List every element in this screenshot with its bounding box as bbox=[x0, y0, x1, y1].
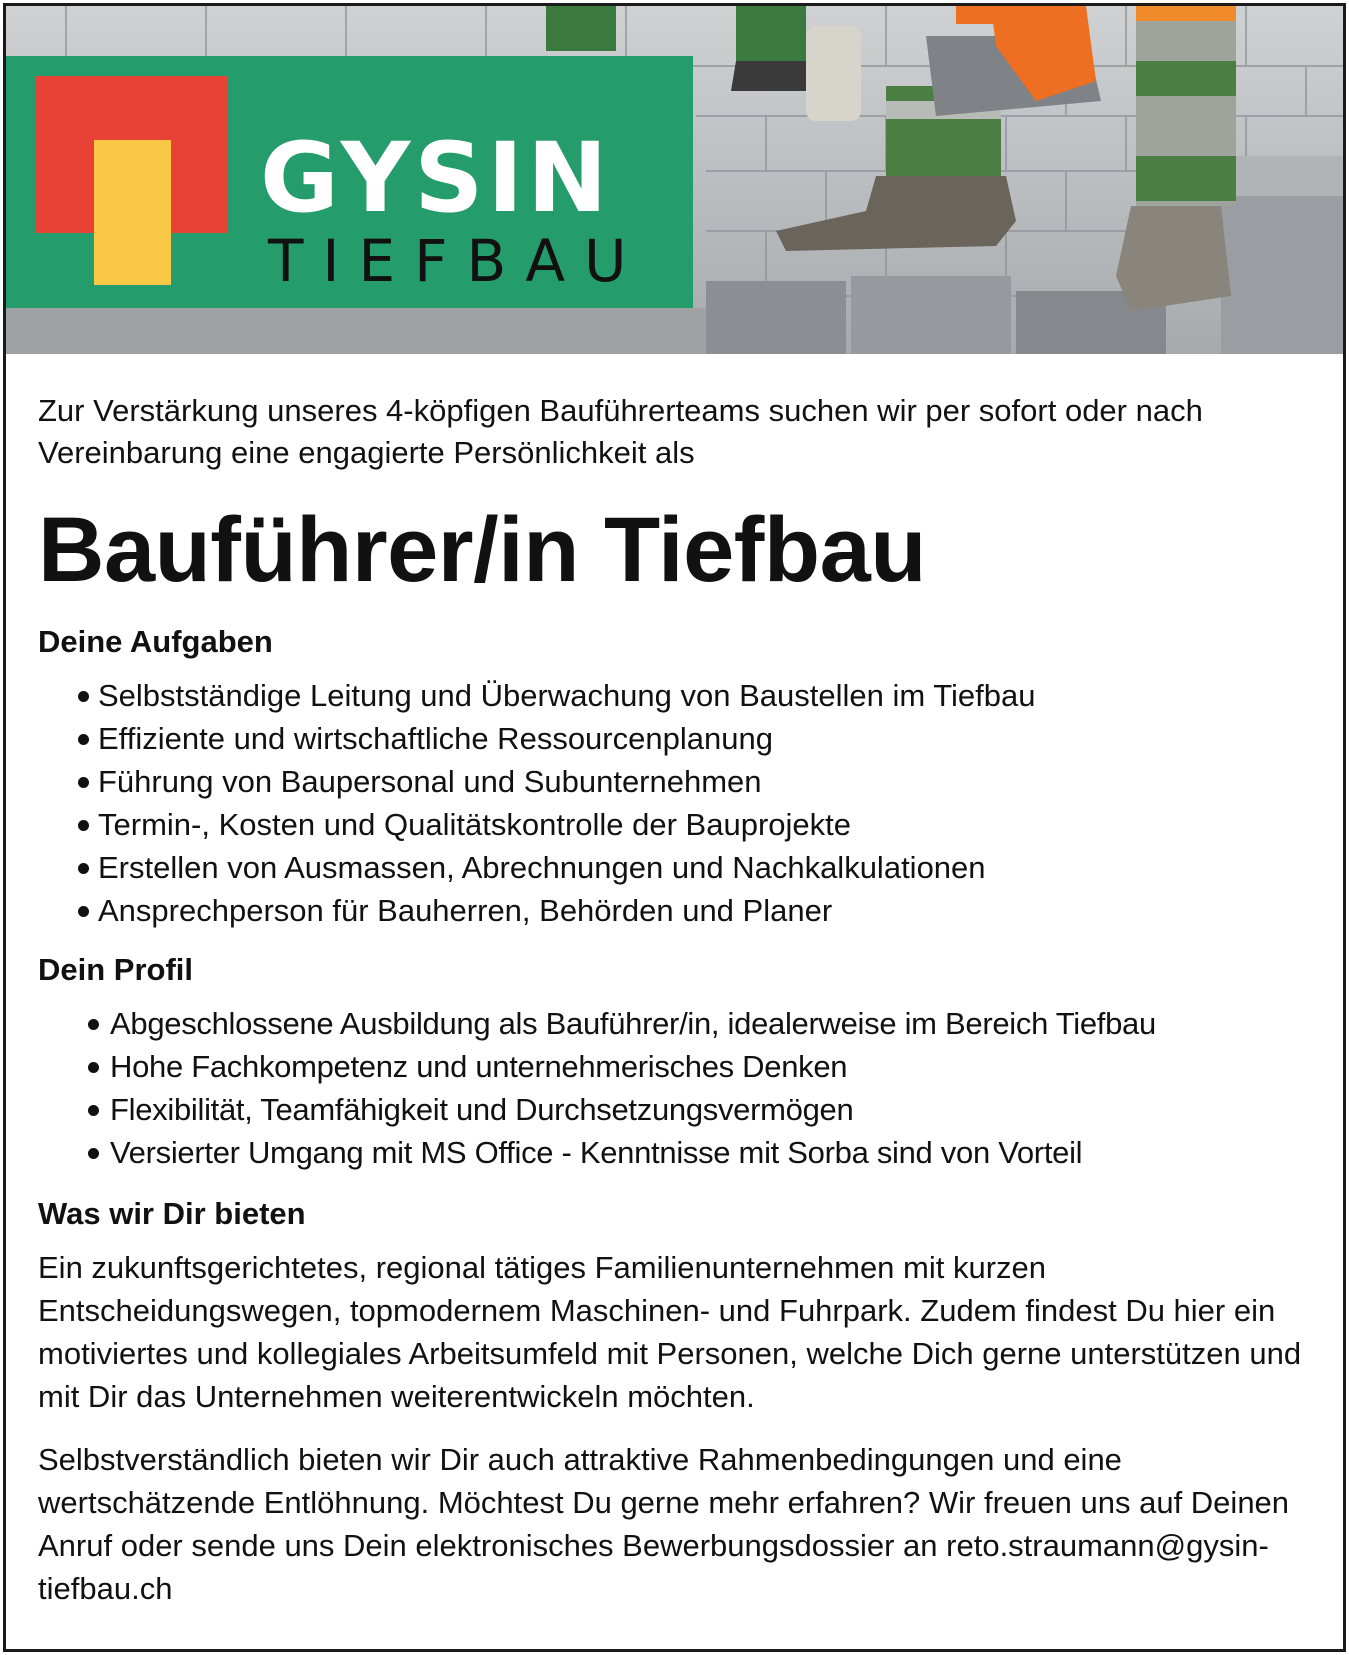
job-ad-frame bbox=[3, 3, 1346, 1652]
tasks-heading: Deine Aufgaben bbox=[38, 624, 273, 659]
profile-list bbox=[38, 1002, 1328, 1174]
list-item: Effiziente und wirtschaftliche Ressourcenplanung bbox=[38, 717, 1328, 760]
intro-text: Zur Verstärkung unseres 4-köpfigen Bauführerteams suchen wir per sofort oder nach Vereinbarung eine engagierte Persönlichkeit als bbox=[38, 393, 1203, 470]
logo-yellow-bar bbox=[94, 140, 171, 285]
contact-email[interactable]: reto.straumann@gysin-tiefbau.ch bbox=[38, 1528, 1269, 1606]
logo-wordmark: GYSIN bbox=[260, 122, 612, 234]
list-item: Termin-, Kosten und Qualitätskontrolle der Bauprojekte bbox=[38, 803, 1328, 846]
ad-content bbox=[38, 390, 1328, 1610]
contact-paragraph bbox=[38, 1438, 1328, 1610]
job-title: Bauführer/in Tiefbau bbox=[38, 499, 926, 601]
list-item: Versierter Umgang mit MS Office - Kenntnisse mit Sorba sind von Vorteil bbox=[38, 1131, 1328, 1174]
list-item: Abgeschlossene Ausbildung als Bauführer/in, idealerweise im Bereich Tiefbau bbox=[38, 1002, 1328, 1045]
offer-paragraph: Ein zukunftsgerichtetes, regional tätiges Familienunternehmen mit kurzen Entscheidungswegen, topmodernem Maschinen- und Fuhrpark. Zudem findest Du hier ein motiviertes und kollegiales Arbeitsumfeld mit Personen, welche Dich gerne unterstützen und mit Dir das Unternehmen weiterentwickeln möchten. bbox=[38, 1250, 1302, 1414]
list-item: Flexibilität, Teamfähigkeit und Durchsetzungsvermögen bbox=[38, 1088, 1328, 1131]
tasks-list bbox=[38, 674, 1328, 932]
logo-division: TIEFBAU bbox=[268, 227, 646, 295]
list-item: Führung von Baupersonal und Subunternehmen bbox=[38, 760, 1328, 803]
company-logo bbox=[6, 56, 693, 308]
contact-text: Selbstverständlich bieten wir Dir auch attraktive Rahmenbedingungen und eine wertschätzende Entlöhnung. Möchtest Du gerne mehr erfahren? Wir freuen uns auf Deinen Anruf oder sende uns Dein elektronisches Bewerbungsdossier an bbox=[38, 1442, 1290, 1563]
header-photo bbox=[6, 6, 1343, 354]
list-item: Selbstständige Leitung und Überwachung von Baustellen im Tiefbau bbox=[38, 674, 1328, 717]
list-item: Ansprechperson für Bauherren, Behörden und Planer bbox=[38, 889, 1328, 932]
list-item: Erstellen von Ausmassen, Abrechnungen und Nachkalkulationen bbox=[38, 846, 1328, 889]
offer-heading: Was wir Dir bieten bbox=[38, 1196, 306, 1231]
profile-heading: Dein Profil bbox=[38, 952, 194, 987]
list-item: Hohe Fachkompetenz und unternehmerisches Denken bbox=[38, 1045, 1328, 1088]
